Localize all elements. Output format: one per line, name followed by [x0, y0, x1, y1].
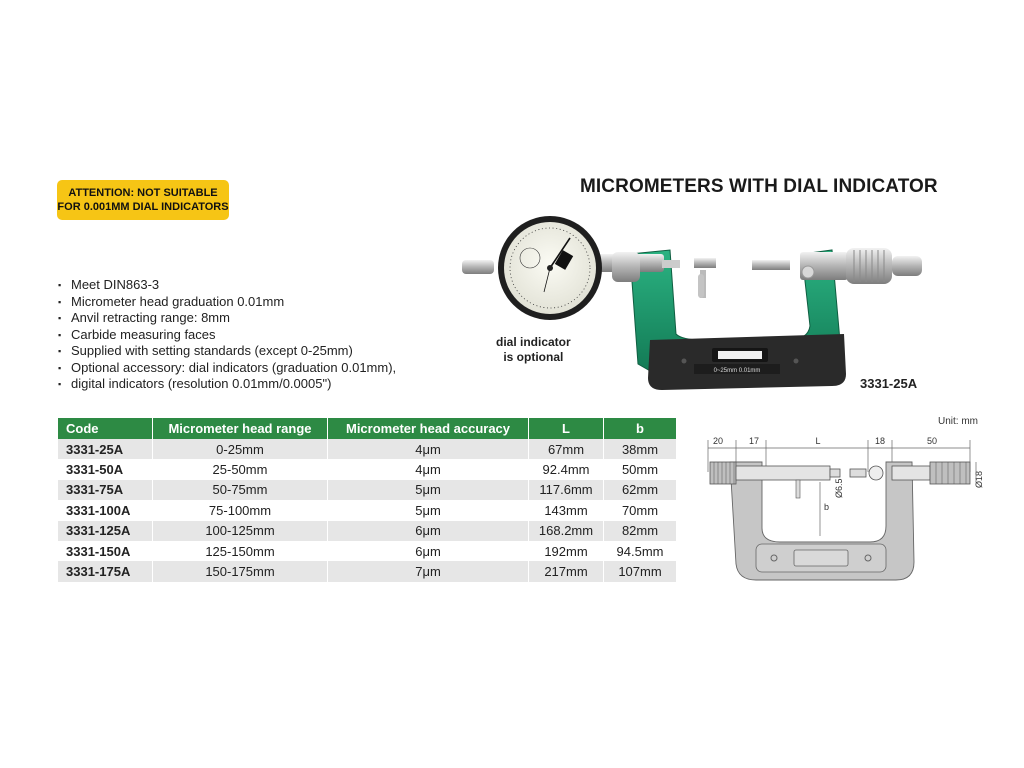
model-caption: 3331-25A — [860, 376, 918, 391]
feature-item-continued: ▪ digital indicators (resolution 0.01mm/0.0005") — [58, 376, 396, 393]
feature-list — [58, 277, 396, 393]
cell-code: 3331-50A — [58, 459, 153, 479]
cell-b: 94.5mm — [604, 541, 677, 561]
dim-l: L — [815, 436, 821, 446]
cell-b: 70mm — [604, 500, 677, 520]
attention-line-2: FOR 0.001MM DIAL INDICATORS — [57, 201, 229, 213]
table-row — [58, 459, 676, 479]
cell-accuracy: 5μm — [328, 480, 529, 500]
cell-code: 3331-100A — [58, 500, 153, 520]
table-header-row — [58, 418, 676, 439]
cell-accuracy: 6μm — [328, 541, 529, 561]
feature-item: ▪ Carbide measuring faces — [58, 327, 396, 344]
cell-accuracy: 4μm — [328, 439, 529, 459]
dim-18: 18 — [874, 436, 886, 446]
table-row — [58, 500, 676, 520]
dim-d18: Ø18 — [974, 470, 984, 488]
cell-l: 168.2mm — [529, 521, 604, 541]
cell-accuracy: 5μm — [328, 500, 529, 520]
dial-note-line-1: dial indicator — [496, 335, 571, 349]
cell-b: 107mm — [604, 561, 677, 581]
cell-b: 38mm — [604, 439, 677, 459]
cell-b: 82mm — [604, 521, 677, 541]
brand-logo-plate — [718, 351, 762, 359]
cell-code: 3331-150A — [58, 541, 153, 561]
cell-accuracy: 6μm — [328, 521, 529, 541]
cell-code: 3331-175A — [58, 561, 153, 581]
table-row — [58, 521, 676, 541]
feature-item: ▪ Anvil retracting range: 8mm — [58, 310, 396, 327]
micrometer-product-image — [462, 214, 944, 394]
dim-b: b — [824, 502, 830, 512]
dial-optional-note — [496, 335, 571, 365]
feature-item: ▪ Meet DIN863-3 — [58, 277, 396, 294]
cell-l: 217mm — [529, 561, 604, 581]
cell-range: 50-75mm — [153, 480, 328, 500]
cell-l: 192mm — [529, 541, 604, 561]
cell-b: 50mm — [604, 459, 677, 479]
dim-17: 17 — [748, 436, 760, 446]
cell-l: 143mm — [529, 500, 604, 520]
cell-range: 125-150mm — [153, 541, 328, 561]
dim-50: 50 — [926, 436, 938, 446]
cell-accuracy: 7μm — [328, 561, 529, 581]
cell-code: 3331-125A — [58, 521, 153, 541]
col-accuracy: Micrometer head accuracy — [328, 418, 529, 439]
label-plate-text: 0~25mm 0.01mm — [713, 368, 761, 374]
dim-20: 20 — [712, 436, 724, 446]
feature-item: ▪ Micrometer head graduation 0.01mm — [58, 294, 396, 311]
cell-range: 100-125mm — [153, 521, 328, 541]
feature-item: ▪ Supplied with setting standards (except 0-25mm) — [58, 343, 396, 360]
cell-l: 67mm — [529, 439, 604, 459]
col-code: Code — [58, 418, 153, 439]
spec-table — [58, 418, 676, 582]
col-b: b — [604, 418, 677, 439]
cell-accuracy: 4μm — [328, 459, 529, 479]
attention-line-1: ATTENTION: NOT SUITABLE — [68, 187, 218, 199]
table-row — [58, 541, 676, 561]
table-row — [58, 439, 676, 459]
table-row — [58, 480, 676, 500]
attention-badge — [57, 180, 229, 220]
page-title: MICROMETERS WITH DIAL INDICATOR — [580, 176, 938, 197]
dim-d65: Ø6.5 — [834, 478, 844, 498]
unit-label: Unit: mm — [938, 416, 978, 427]
cell-l: 117.6mm — [529, 480, 604, 500]
dial-note-line-2: is optional — [503, 350, 564, 364]
cell-range: 75-100mm — [153, 500, 328, 520]
feature-item: ▪ Optional accessory: dial indicators (graduation 0.01mm), — [58, 360, 396, 377]
cell-b: 62mm — [604, 480, 677, 500]
cell-code: 3331-25A — [58, 439, 153, 459]
cell-range: 0-25mm — [153, 439, 328, 459]
col-l: L — [529, 418, 604, 439]
table-row — [58, 561, 676, 581]
cell-range: 25-50mm — [153, 459, 328, 479]
cell-l: 92.4mm — [529, 459, 604, 479]
cell-range: 150-175mm — [153, 561, 328, 581]
cell-code: 3331-75A — [58, 480, 153, 500]
dimension-drawing — [700, 432, 990, 592]
col-range: Micrometer head range — [153, 418, 328, 439]
